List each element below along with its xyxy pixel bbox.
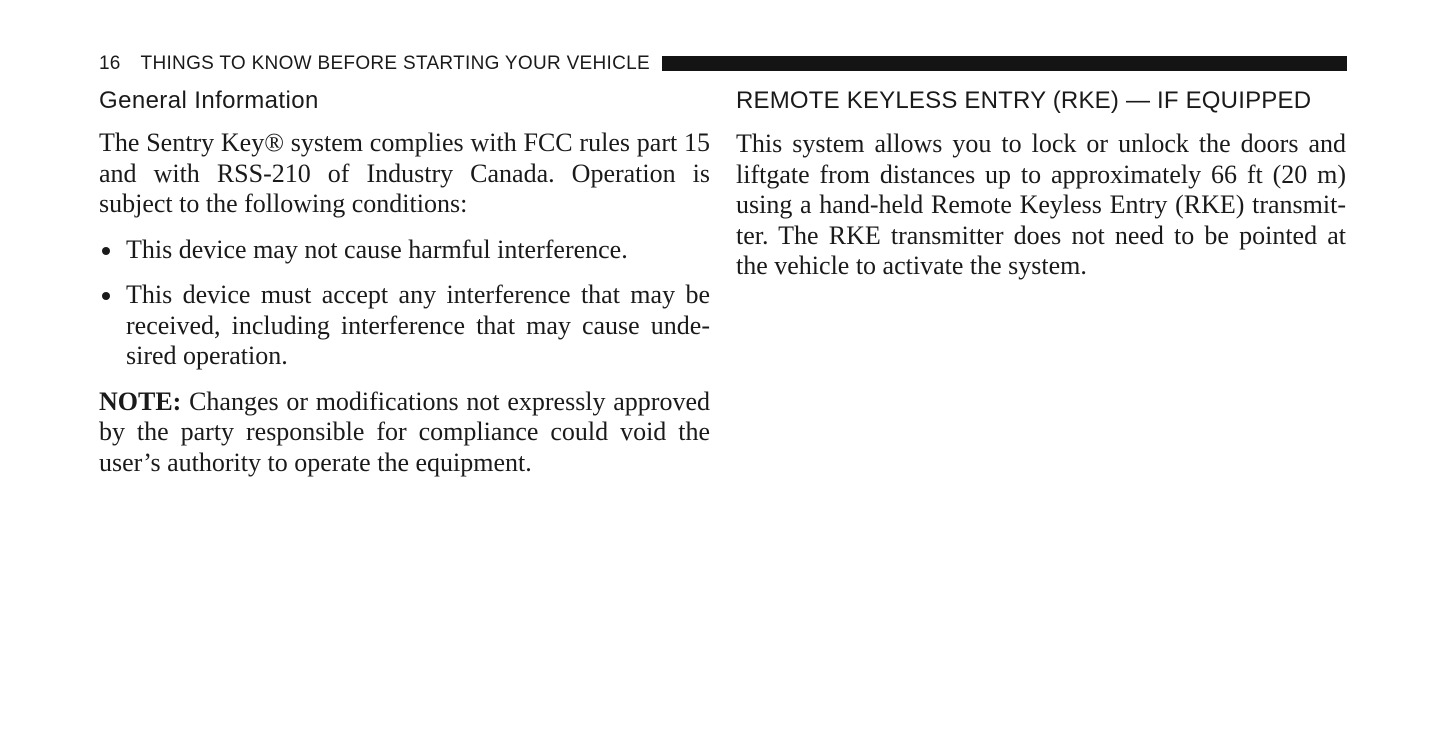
bullet-icon: [102, 292, 110, 300]
list-item: [99, 235, 710, 266]
page-number: 16: [99, 53, 121, 74]
header-rule-bar: [662, 56, 1347, 71]
page-header: [99, 52, 1347, 76]
bullet-icon: [102, 247, 110, 255]
running-head: THINGS TO KNOW BEFORE STARTING YOUR VEHICLE: [140, 53, 650, 74]
rke-paragraph: This system allows you to lock or unlock the doors and liftgate from distances up to approximately 66 ft (20 m) using a hand-held Remote Keyless Entry (RKE) transmitter. The RKE transmitter does not need to be pointed at the vehicle to activate the system.: [736, 129, 1346, 280]
section-title-rke: REMOTE KEYLESS ENTRY (RKE) — IF EQUIPPED: [736, 87, 1312, 114]
list-item: [99, 280, 710, 372]
note-paragraph: [99, 387, 710, 479]
left-column: [99, 86, 710, 493]
section-title-general-information: General Information: [99, 87, 319, 114]
list-item-text: This device must accept any interference that may be received, including interference that may cause undesired operation.: [126, 280, 710, 370]
intro-paragraph: The Sentry Key® system complies with FCC rules part 15 and with RSS-210 of Industry Canada. Operation is subject to the following conditions:: [99, 128, 710, 218]
note-label: NOTE:: [99, 386, 182, 416]
note-text: Changes or modifications not expressly approved by the party responsible for compliance could void the user’s authority to operate the equipment.: [99, 386, 710, 477]
conditions-list: [99, 235, 710, 372]
list-item-text: This device may not cause harmful interference.: [126, 234, 628, 264]
right-column: [736, 86, 1346, 297]
